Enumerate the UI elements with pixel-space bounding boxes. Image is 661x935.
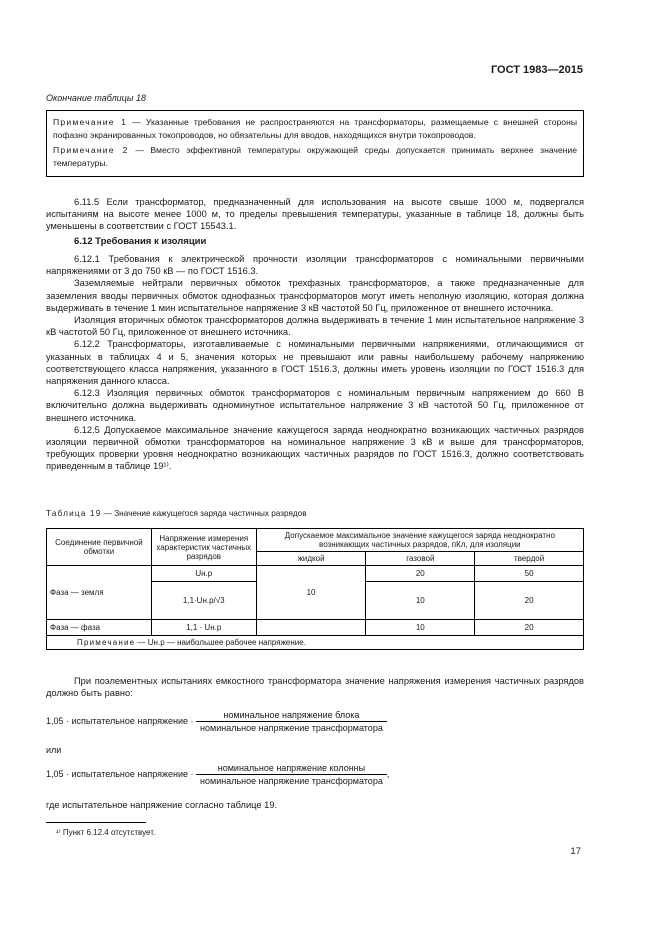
note-1-label: Примечание 1	[53, 117, 128, 127]
paragraph-6-12-2: 6.12.2 Трансформаторы, изготавливаемые с номинальными первичными напряжениями, отличающимися от указанных в таблицах 4 и 5, значения которых не превышают или равны наибольшему рабочему напряжению соответствующего класса напряжения, указанного в ГОСТ 1516.3, должны иметь уровень изоляции по ГОСТ 1516.3 для напряжения данного класса.	[46, 339, 584, 387]
table19-note	[47, 636, 584, 650]
table19-note-label: Примечание	[77, 638, 136, 647]
header-gas: газовой	[366, 552, 475, 566]
formula-1-fraction	[196, 710, 387, 733]
cell-phase-earth: Фаза — земля	[47, 566, 152, 620]
cell-gas-2: 10	[366, 582, 475, 620]
paragraph-6-12-1: 6.12.1 Требования к электрической прочности изоляции трансформаторов с номинальными первичными напряжениями от 3 до 750 кВ — по ГОСТ 1516.3.	[46, 254, 584, 277]
paragraph-6-12-5: 6.12.5 Допускаемое максимальное значение кажущегося заряда неоднократно возникающих частичных разрядов изоляции первичной обмотки трансформаторов на номинальное напряжение 3 кВ и выше для трансформаторов, требующих проверки уровня неоднократно возникающих частичных разрядов по ГОСТ 1516.3, должно соответствовать приведенным в таблице 19¹⁾.	[46, 424, 584, 472]
note-2-text: — Вместо эффективной температуры окружающей среды допускается принимать верхнее значение температуры.	[53, 145, 578, 168]
paragraph-6-11-5-block	[46, 196, 584, 233]
paragraph-neutral: Заземляемые нейтрали первичных обмоток трехфазных трансформаторов, а также предназначенные для заземления вводы первичных обмоток однофазных трансформаторов могут иметь неполную изоляцию, которая должна выдерживать в течение 1 мин испытательное напряжение 3 кВ частотой 50 Гц, приложенное от внешнего источника.	[46, 278, 584, 313]
cell-solid-2: 20	[475, 582, 584, 620]
note-2-label: Примечание 2	[53, 145, 129, 155]
formula-2-numerator: номинальное напряжение колонны	[196, 763, 387, 775]
header-charge-group: Допускаемое максимальное значение кажущегося заряда неоднократно возникающих частичных разрядов, пКл, для изоляции	[256, 529, 583, 552]
footnote: ¹⁾ Пункт 6.12.4 отсутствует.	[56, 828, 156, 837]
page-number: 17	[570, 846, 581, 857]
note-2	[53, 144, 577, 169]
note-1-text: — Указанные требования не распространяются на трансформаторы, размещаемые с внешней стороны пофазно экранированных токопроводов, но обязательны для вводов, находящихся внутри токопроводов.	[53, 117, 577, 140]
paragraph-6-11-5: 6.11.5 Если трансформатор, предназначенный для использования на высоте свыше 1000 м, подвергался испытаниям на высоте менее 1000 м, то пределы превышения температуры, указанные в таблице 18, должны быть уменьшены в соответствии с ГОСТ 15543.1.	[46, 197, 584, 232]
formula-1-numerator: номинальное напряжение блока	[196, 710, 387, 722]
header-connection: Соединение первичной обмотки	[47, 529, 152, 566]
routine-test-paragraph-block	[46, 675, 584, 699]
paragraph-secondary: Изоляция вторичных обмоток трансформаторов должна выдерживать в течение 1 мин испытательное напряжение 3 кВ частотой 50 Гц, приложенное от внешнего источника.	[46, 315, 584, 338]
table19-note-text: — Uн.р — наибольшее рабочее напряжение.	[137, 638, 306, 647]
table19-caption	[46, 509, 307, 518]
header-liquid: жидкой	[256, 552, 366, 566]
formula-2-denominator: номинальное напряжение трансформатора	[200, 776, 383, 786]
section-6-12-body	[46, 253, 584, 473]
header-solid: твердой	[475, 552, 584, 566]
footnote-separator	[46, 822, 146, 823]
routine-test-paragraph: При поэлементных испытаниях емкостного трансформатора значение напряжения измерения частичных разрядов должно быть равно:	[46, 676, 584, 699]
note-1	[53, 116, 577, 141]
header-voltage: Напряжение измерения характеристик частичных разрядов	[151, 529, 256, 566]
cell-liquid-3	[256, 620, 366, 636]
table-19	[46, 528, 584, 650]
formula-or: или	[46, 745, 62, 755]
where-paragraph: где испытательное напряжение согласно таблице 19.	[46, 800, 278, 810]
paragraph-6-12-3: 6.12.3 Изоляция первичных обмоток трансформаторов с номинальным первичным напряжением до 660 В включительно должна выдерживать одноминутное испытательное напряжение 3 кВ частотой 50 Гц, приложенное от внешнего источника.	[46, 388, 584, 423]
formula-block	[46, 710, 387, 733]
cell-gas-3: 10	[366, 620, 475, 636]
table18-notes	[46, 110, 584, 177]
formula-1-prefix: 1,05 · испытательное напряжение ·	[46, 715, 194, 726]
cell-voltage-1: Uн.р	[151, 566, 256, 582]
cell-solid-1: 50	[475, 566, 584, 582]
cell-liquid: 10	[256, 566, 366, 620]
cell-voltage-3: 1,1 · Uн.р	[151, 620, 256, 636]
cell-solid-3: 20	[475, 620, 584, 636]
formula-2-suffix: ,	[386, 768, 390, 779]
formula-1-denominator: номинальное напряжение трансформатора	[200, 723, 383, 733]
table-continuation-label: Окончание таблицы 18	[46, 93, 146, 103]
cell-phase-phase: Фаза — фаза	[47, 620, 152, 636]
cell-gas-1: 20	[366, 566, 475, 582]
formula-2-prefix: 1,05 · испытательное напряжение ·	[46, 768, 194, 779]
formula-block-2	[46, 763, 389, 786]
table19-caption-text: — Значение кажущегося заряда частичных разрядов	[103, 509, 307, 518]
table19-caption-label: Таблица 19	[46, 509, 102, 518]
document-header: ГОСТ 1983—2015	[490, 64, 583, 76]
formula-2-fraction	[196, 763, 387, 786]
section-heading-6-12: 6.12 Требования к изоляции	[74, 236, 207, 247]
cell-voltage-2: 1,1·Uн.р/√3	[151, 582, 256, 620]
